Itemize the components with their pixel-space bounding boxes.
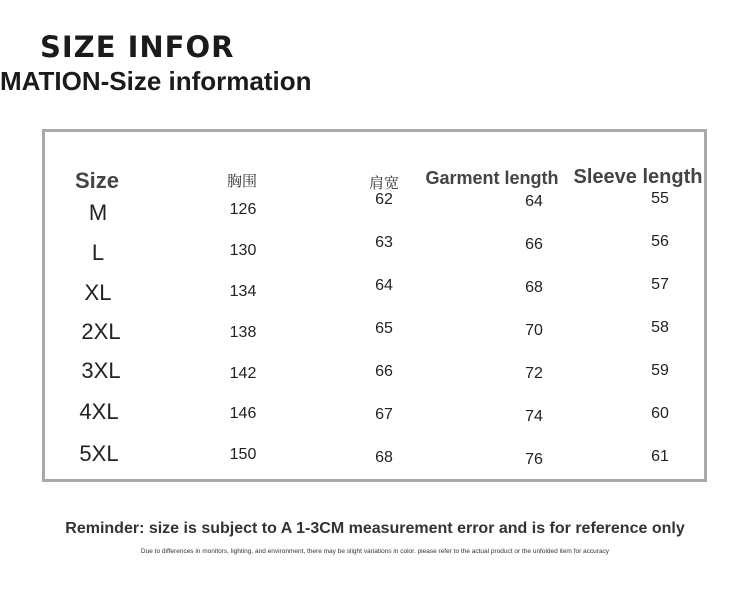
table-cell-size: XL bbox=[84, 280, 112, 305]
table-cell-size: 2XL bbox=[81, 319, 121, 344]
table-cell-shoulder: 66 bbox=[375, 363, 393, 380]
table-cell-garment-length: 64 bbox=[525, 193, 543, 210]
table-cell-shoulder: 68 bbox=[375, 449, 393, 466]
table-cell-sleeve-length: 60 bbox=[651, 405, 669, 422]
table-cell-sleeve-length: 57 bbox=[651, 276, 669, 293]
size-table bbox=[42, 129, 707, 482]
table-cell-sleeve-length: 56 bbox=[651, 233, 669, 250]
table-cell-shoulder: 63 bbox=[375, 234, 393, 251]
table-cell-chest: 138 bbox=[229, 324, 257, 341]
header-chest: 胸围 bbox=[226, 172, 258, 190]
table-cell-size: 4XL bbox=[79, 399, 119, 424]
table-cell-size: L bbox=[91, 240, 105, 265]
table-cell-garment-length: 76 bbox=[525, 451, 543, 468]
table-cell-sleeve-length: 55 bbox=[651, 190, 669, 207]
header-size: Size bbox=[74, 168, 120, 193]
table-cell-garment-length: 72 bbox=[525, 365, 543, 382]
table-cell-chest: 146 bbox=[229, 405, 257, 422]
header-garment-length: Garment length bbox=[425, 168, 559, 188]
table-cell-garment-length: 70 bbox=[525, 322, 543, 339]
table-cell-sleeve-length: 59 bbox=[651, 362, 669, 379]
table-cell-size: M bbox=[88, 200, 108, 225]
table-cell-garment-length: 74 bbox=[525, 408, 543, 425]
table-cell-size: 3XL bbox=[81, 358, 121, 383]
table-cell-chest: 142 bbox=[229, 365, 257, 382]
table-cell-chest: 126 bbox=[229, 201, 257, 218]
header-shoulder: 肩宽 bbox=[368, 174, 400, 192]
table-cell-size: 5XL bbox=[79, 441, 119, 466]
reminder-text: Reminder: size is subject to A 1-3CM measurement error and is for reference only bbox=[65, 520, 685, 537]
table-cell-shoulder: 62 bbox=[375, 191, 393, 208]
table-cell-garment-length: 68 bbox=[525, 279, 543, 296]
table-cell-shoulder: 64 bbox=[375, 277, 393, 294]
table-cell-chest: 134 bbox=[229, 283, 257, 300]
table-cell-chest: 150 bbox=[229, 446, 257, 463]
table-cell-sleeve-length: 61 bbox=[651, 448, 669, 465]
table-cell-shoulder: 65 bbox=[375, 320, 393, 337]
table-cell-sleeve-length: 58 bbox=[651, 319, 669, 336]
color-note: Due to differences in monitors, lighting, and environment, there may be slight variations in color. please refer to the actual product or the unfolded item for accuracy bbox=[140, 548, 610, 555]
table-cell-chest: 130 bbox=[229, 242, 257, 259]
page-title: SIZE INFOR bbox=[40, 30, 235, 64]
table-cell-shoulder: 67 bbox=[375, 406, 393, 423]
table-cell-garment-length: 66 bbox=[525, 236, 543, 253]
header-sleeve-length: Sleeve length bbox=[573, 166, 703, 188]
page-subtitle: MATION-Size information bbox=[0, 66, 312, 96]
